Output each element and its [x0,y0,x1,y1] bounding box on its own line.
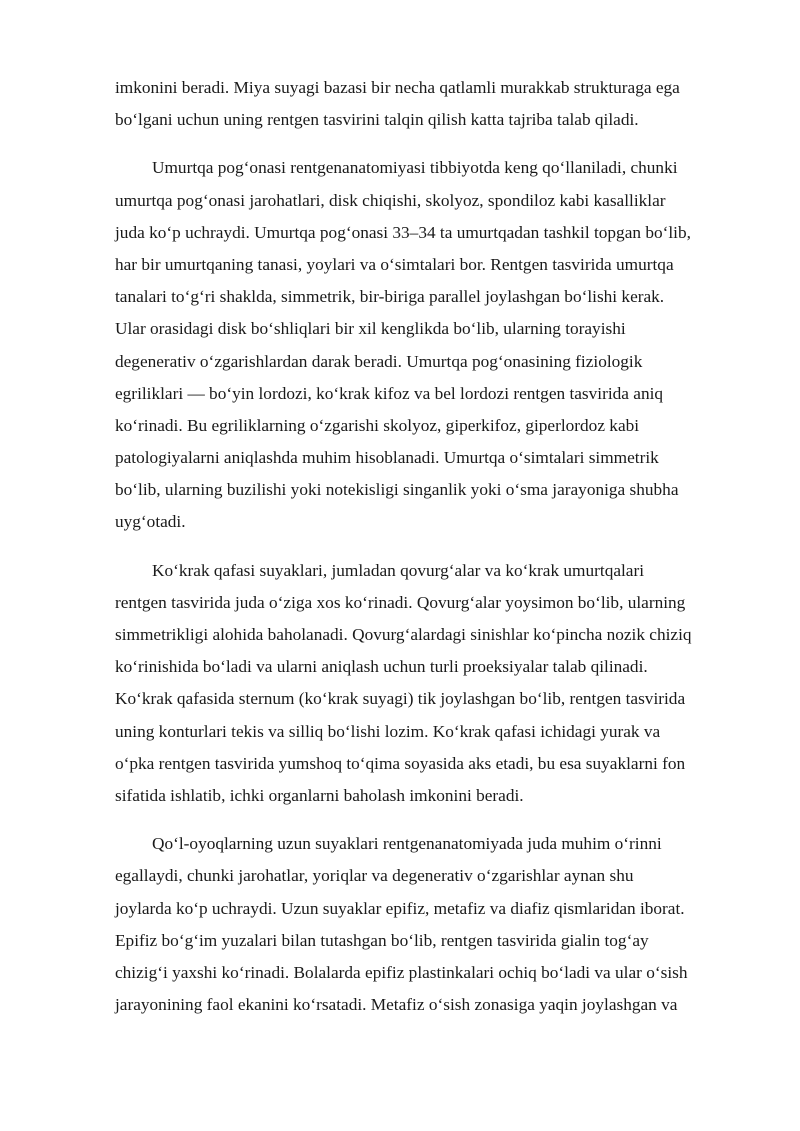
text-line: bo‘lib, ularning buzilishi yoki notekisligi singanlik yoki o‘sma jarayoniga shubha [115,480,679,500]
text-line: joylarda ko‘p uchraydi. Uzun suyaklar epifiz, metafiz va diafiz qismlaridan iborat. [115,898,685,918]
text-line: Qo‘l-oyoqlarning uzun suyaklari rentgenanatomiyada juda muhim o‘rinni [152,834,662,854]
text-line: simmetrikligi alohida baholanadi. Qovurg‘alardagi sinishlar ko‘pincha nozik chiziq [115,625,692,644]
text-line: imkonini beradi. Miya suyagi bazasi bir necha qatlamli murakkab strukturaga ega [115,78,680,97]
text-line: sifatida ishlatib, ichki organlarni baholash imkonini beradi. [115,785,524,805]
text-line: o‘pka rentgen tasvirida yumshoq to‘qima soyasida aks etadi, bu esa suyaklarni fon [115,753,686,773]
text-line: uning konturlari tekis va silliq bo‘lishi lozim. Ko‘krak qafasi ichidagi yurak va [115,721,661,741]
text-line: Ko‘krak qafasida sternum (ko‘krak suyagi) tik joylashgan bo‘lib, rentgen tasvirida [115,689,686,709]
text-line: Ular orasidagi disk bo‘shliqlari bir xil kenglikda bo‘lib, ularning torayishi [115,319,626,339]
text-line: umurtqa pog‘onasi jarohatlari, disk chiqishi, skolyoz, spondiloz kabi kasalliklar [115,190,666,210]
text-line: juda ko‘p uchraydi. Umurtqa pog‘onasi 33–34 ta umurtqadan tashkil topgan bo‘lib, [115,222,691,242]
text-line: degenerativ o‘zgarishlardan darak beradi. Umurtqa pog‘onasining fiziologik [115,351,643,371]
paragraph-skull-base [115,72,745,136]
paragraph-chest [115,555,745,813]
text-line: patologiyalarni aniqlashda muhim hisoblanadi. Umurtqa o‘simtalari simmetrik [115,448,659,468]
text-line: Umurtqa pog‘onasi rentgenanatomiyasi tibbiyotda keng qo‘llaniladi, chunki [152,158,678,178]
document-body [115,72,745,1037]
text-line: tanalari to‘g‘ri shaklda, simmetrik, bir-biriga parallel joylashgan bo‘lishi kerak. [115,287,665,307]
text-line: egallaydi, chunki jarohatlar, yoriqlar va degenerativ o‘zgarishlar aynan shu [115,866,634,886]
text-line: uyg‘otadi. [115,512,186,532]
text-line: jarayonining faol ekanini ko‘rsatadi. Metafiz o‘sish zonasiga yaqin joylashgan va [115,995,678,1015]
text-line: rentgen tasvirida juda o‘ziga xos ko‘rinadi. Qovurg‘alar yoysimon bo‘lib, ularning [115,592,686,612]
text-line: Ko‘krak qafasi suyaklari, jumladan qovurg‘alar va ko‘krak umurtqalari [152,560,645,580]
text-line: chizig‘i yaxshi ko‘rinadi. Bolalarda epifiz plastinkalari ochiq bo‘ladi va ular o‘sish [115,962,688,982]
text-line: Epifiz bo‘g‘im yuzalari bilan tutashgan bo‘lib, rentgen tasvirida gialin tog‘ay [115,930,649,950]
text-line: ko‘rinadi. Bu egriliklarning o‘zgarishi skolyoz, giperkifoz, giperlordoz kabi [115,415,640,435]
text-line: bo‘lgani uchun uning rentgen tasvirini talqin qilish katta tajriba talab qiladi. [115,110,639,130]
text-line: har bir umurtqaning tanasi, yoylari va o‘simtalari bor. Rentgen tasvirida umurtqa [115,254,674,274]
text-line: ko‘rinishida bo‘ladi va ularni aniqlash uchun turli proeksiyalar talab qilinadi. [115,657,648,677]
text-line: egriliklari — bo‘yin lordozi, ko‘krak kifoz va bel lordozi rentgen tasvirida aniq [115,383,664,403]
paragraph-spine [115,152,745,538]
paragraph-long-bones [115,828,745,1021]
